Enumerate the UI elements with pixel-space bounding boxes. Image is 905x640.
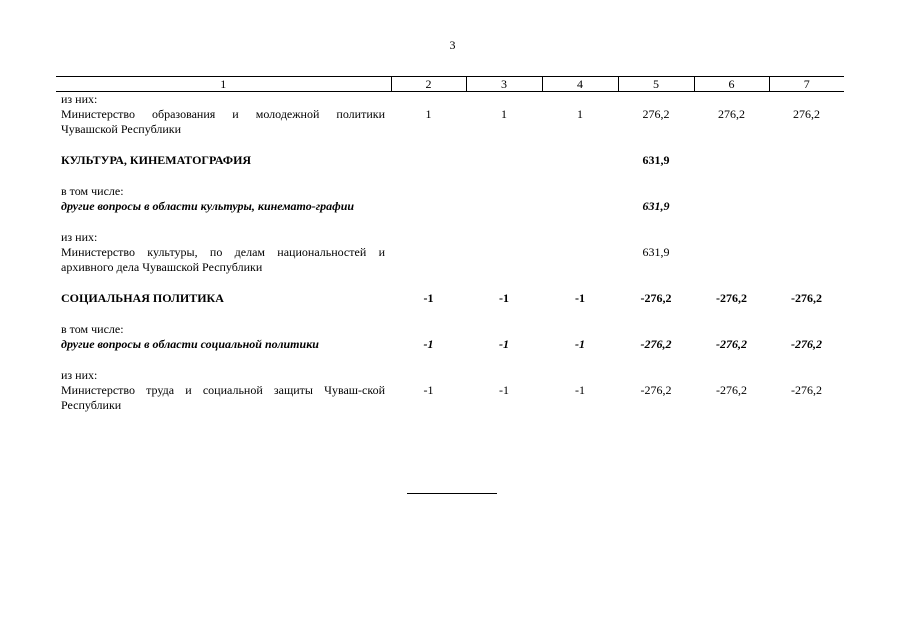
value-cell [466,92,542,108]
value-cell: -276,2 [716,291,747,305]
row-name: другие вопросы в области культуры, кинемато-графии [61,199,355,213]
value-cell [391,230,466,245]
column-header: 5 [618,77,694,92]
table-row [56,230,844,245]
value-cell [542,322,618,337]
table-row [56,368,844,383]
value-cell: -1 [423,337,434,351]
row-name: из них: [61,92,98,106]
value-cell [769,92,844,108]
spacer-cell [56,137,844,153]
table-row [56,184,844,199]
spacer-cell [56,168,844,184]
value-cell: -276,2 [791,291,822,305]
spacer-row [56,137,844,153]
value-cell [466,184,542,199]
value-cell [391,153,466,168]
value-cell: 276,2 [718,107,745,121]
value-cell: -276,2 [640,291,672,305]
table-row [56,107,844,137]
value-cell [466,322,542,337]
value-cell: 631,9 [642,153,670,167]
column-header: 3 [466,77,542,92]
table-row [56,92,844,108]
row-name: из них: [61,230,98,244]
value-cell: -1 [575,291,585,305]
value-cell [618,92,694,108]
value-cell: -276,2 [640,337,672,351]
row-name: СОЦИАЛЬНАЯ ПОЛИТИКА [61,291,224,305]
value-cell [769,153,844,168]
row-name: Министерство труда и социальной защиты Чуваш-ской Республики [61,383,385,412]
budget-table [56,76,844,413]
row-name: в том числе: [61,322,124,336]
spacer-cell [56,275,844,291]
value-cell [542,230,618,245]
row-name: в том числе: [61,184,124,198]
value-cell: 276,2 [642,107,670,121]
value-cell [542,368,618,383]
column-header: 1 [56,77,391,92]
value-cell: -276,2 [791,337,822,351]
row-name: другие вопросы в области социальной политики [61,337,319,351]
value-cell [769,322,844,337]
value-cell: -1 [423,291,434,305]
row-name: КУЛЬТУРА, КИНЕМАТОГРАФИЯ [61,153,252,167]
value-cell: 1 [425,107,432,121]
value-cell: -276,2 [716,337,747,351]
table-row [56,337,844,352]
value-cell [618,184,694,199]
value-cell [391,245,466,275]
value-cell [769,199,844,214]
value-cell: -1 [575,383,585,397]
value-cell [391,184,466,199]
value-cell [694,92,769,108]
spacer-cell [56,306,844,322]
column-header: 6 [694,77,769,92]
value-cell [694,230,769,245]
value-cell: -1 [499,383,509,397]
row-name: Министерство образования и молодежной политики Чувашской Республики [61,107,385,136]
row-name: Министерство культуры, по делам национальностей и архивного дела Чувашской Республики [61,245,385,274]
value-cell [694,245,769,275]
value-cell: -1 [499,337,509,351]
footer-rule [407,493,497,494]
value-cell [542,184,618,199]
value-cell [391,322,466,337]
value-cell: -1 [423,383,434,397]
table-row [56,322,844,337]
value-cell [542,199,618,214]
value-cell [466,368,542,383]
value-cell [391,199,466,214]
value-cell [769,184,844,199]
value-cell [694,184,769,199]
column-header: 2 [391,77,466,92]
value-cell [542,92,618,108]
value-cell [618,230,694,245]
value-cell [769,230,844,245]
header-row [56,77,844,92]
value-cell [618,322,694,337]
table-row [56,291,844,306]
column-header: 4 [542,77,618,92]
spacer-row [56,306,844,322]
value-cell [542,153,618,168]
table-row [56,153,844,168]
value-cell [391,368,466,383]
value-cell: 1 [501,107,507,121]
spacer-row [56,275,844,291]
spacer-row [56,214,844,230]
value-cell [694,368,769,383]
value-cell: 631,9 [642,245,670,259]
table-row [56,245,844,275]
value-cell [694,199,769,214]
value-cell: 276,2 [793,107,820,121]
table-body [56,92,844,414]
table-row [56,199,844,214]
value-cell: 631,9 [642,199,670,213]
value-cell: -276,2 [716,383,747,397]
spacer-row [56,352,844,368]
value-cell: 1 [577,107,583,121]
value-cell [542,245,618,275]
value-cell [466,230,542,245]
page-number: 3 [449,38,456,52]
value-cell [391,92,466,108]
value-cell [694,153,769,168]
column-header: 7 [769,77,844,92]
value-cell: -1 [575,337,585,351]
value-cell [769,368,844,383]
value-cell: -276,2 [791,383,822,397]
value-cell: -1 [499,291,509,305]
spacer-row [56,168,844,184]
value-cell [466,245,542,275]
value-cell [618,368,694,383]
table-row [56,383,844,413]
value-cell [769,245,844,275]
value-cell [466,153,542,168]
value-cell: -276,2 [640,383,672,397]
spacer-cell [56,214,844,230]
value-cell [466,199,542,214]
spacer-cell [56,352,844,368]
row-name: из них: [61,368,98,382]
value-cell [694,322,769,337]
